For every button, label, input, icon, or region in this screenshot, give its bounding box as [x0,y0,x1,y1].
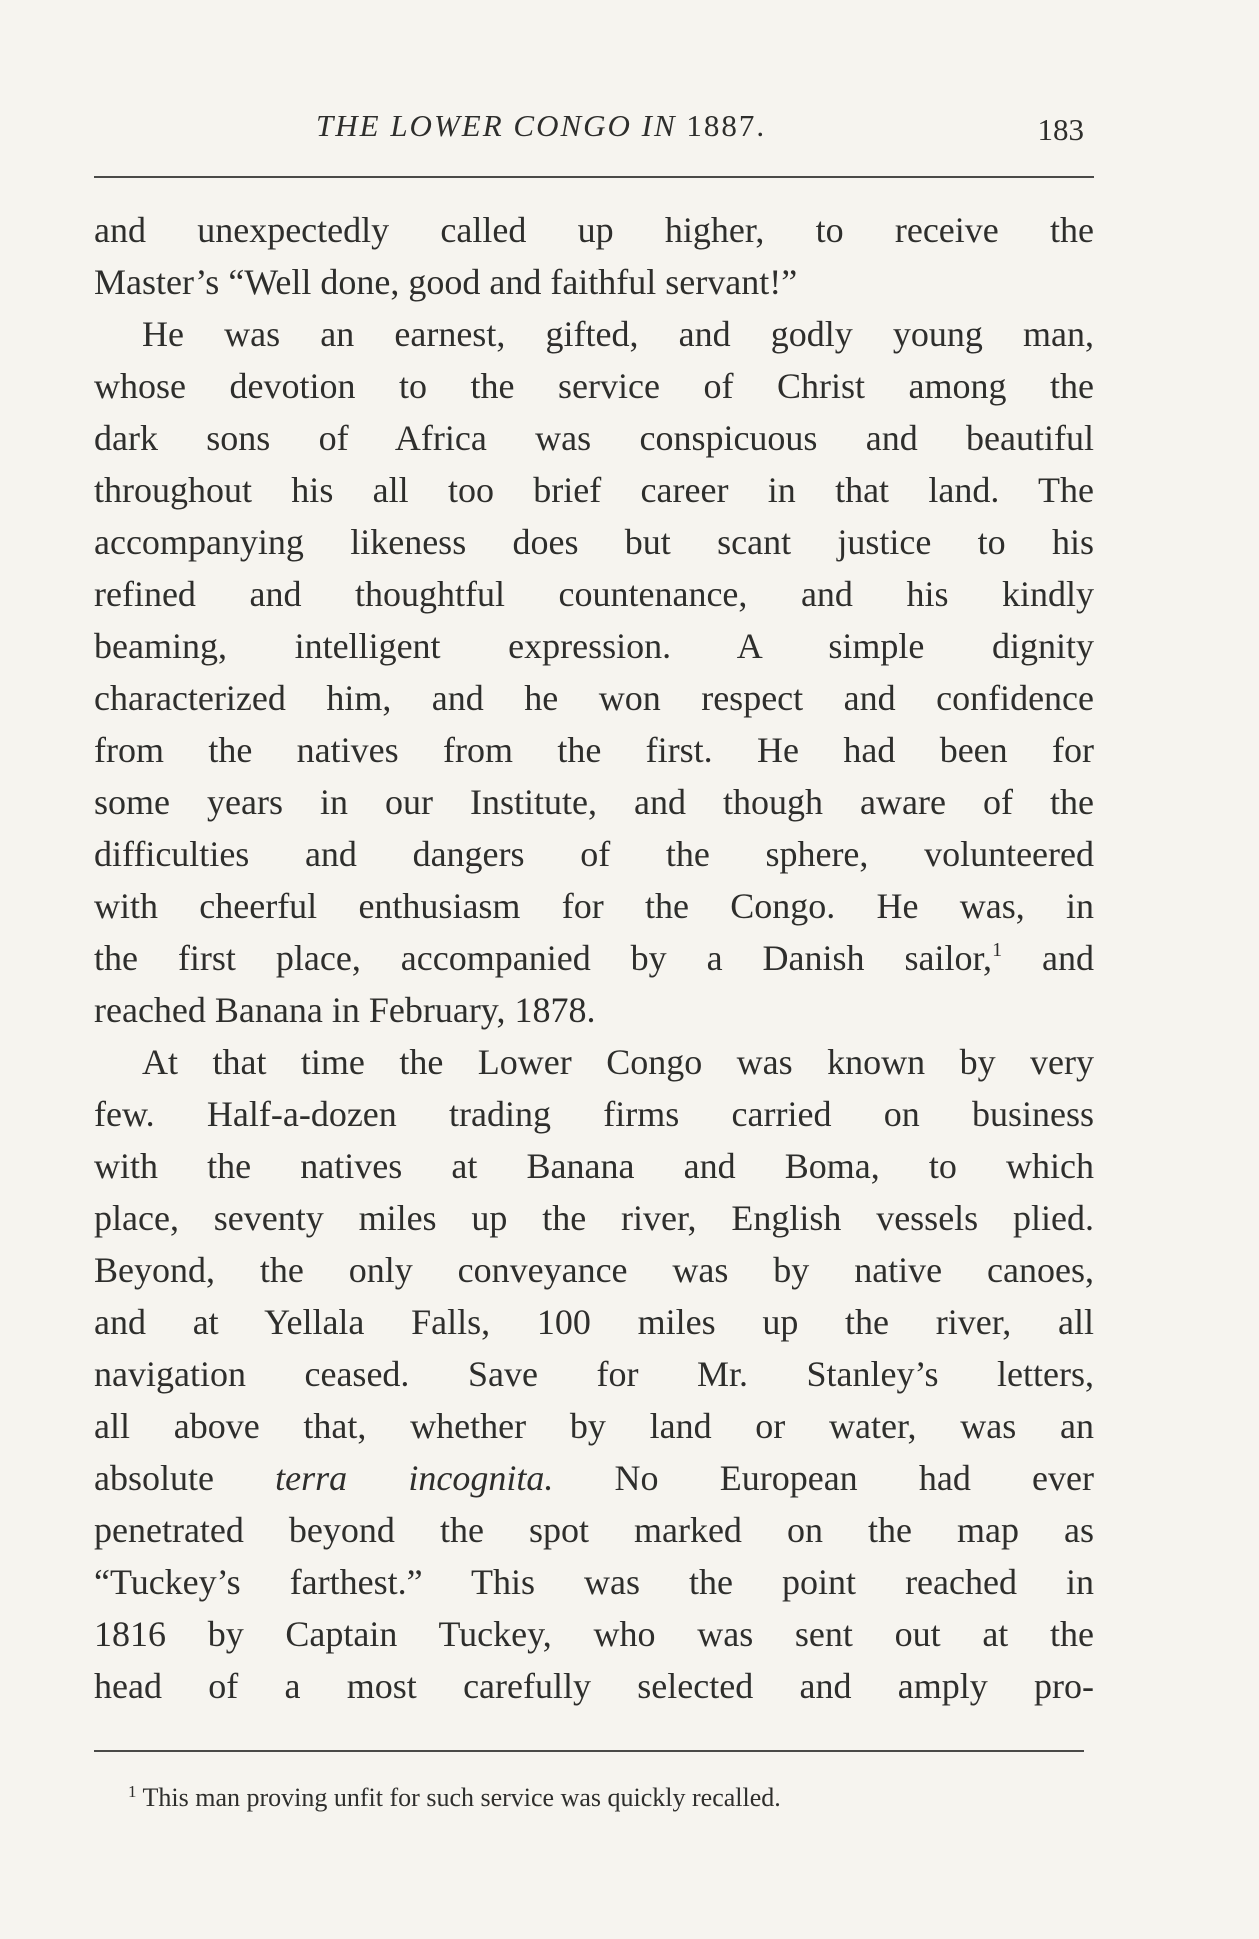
text-line: and at Yellala Falls, 100 miles up the river, all [94,1302,1094,1342]
header-rule [94,176,1094,178]
text-line-content: the first place, accompanied by a Danish sailor, [94,938,993,978]
italic-phrase: terra incognita. [275,1458,554,1498]
text-line: some years in our Institute, and though aware of the [94,782,1094,822]
text-segment: absolute [94,1458,276,1498]
text-line: At that time the Lower Congo was known by very [142,1042,1094,1082]
footnote-text: This man proving unfit for such service was quickly recalled. [136,1783,781,1812]
text-line: all above that, whether by land or water, was an [94,1406,1094,1446]
text-line: with the natives at Banana and Boma, to which [94,1146,1094,1186]
text-line: whose devotion to the service of Christ among the [94,366,1094,406]
text-line: penetrated beyond the spot marked on the map as [94,1510,1094,1550]
text-line: 1816 by Captain Tuckey, who was sent out at the [94,1614,1094,1654]
footnote-marker: 1 [128,1782,137,1801]
text-line: Master’s “Well done, good and faithful servant!” [94,262,798,302]
footnote-reference: 1 [992,939,1003,961]
text-line [94,932,1094,984]
text-line: He was an earnest, gifted, and godly young man, [142,314,1094,354]
text-line: characterized him, and he won respect and confidence [94,678,1094,718]
running-title-year: 1887. [686,108,767,143]
page-number: 183 [1037,112,1084,147]
text-line: beaming, intelligent expression. A simple dignity [94,626,1094,666]
text-line: from the natives from the first. He had been for [94,730,1094,770]
text-line: few. Half-a-dozen trading firms carried on business [94,1094,1094,1134]
text-line: refined and thoughtful countenance, and his kindly [94,574,1094,614]
text-line: navigation ceased. Save for Mr. Stanley’s letters, [94,1354,1094,1394]
running-title [316,108,766,144]
text-line: reached Banana in February, 1878. [94,990,596,1030]
text-line: head of a most carefully selected and amply pro- [94,1666,1094,1706]
text-line: accompanying likeness does but scant justice to his [94,522,1094,562]
text-line: with cheerful enthusiasm for the Congo. He was, in [94,886,1094,926]
text-line: dark sons of Africa was conspicuous and beautiful [94,418,1094,458]
text-segment: No European had ever [553,1458,1094,1498]
footnote [128,1783,781,1813]
text-line [94,1452,1094,1504]
text-line: and unexpectedly called up higher, to receive the [94,210,1094,250]
text-line: difficulties and dangers of the sphere, volunteered [94,834,1094,874]
text-line-tail: and [1002,938,1095,978]
text-line: throughout his all too brief career in that land. The [94,470,1094,510]
text-line: “Tuckey’s farthest.” This was the point reached in [94,1562,1094,1602]
text-line: Beyond, the only conveyance was by native canoes, [94,1250,1094,1290]
running-head [94,108,1094,158]
footnote-rule [94,1750,1084,1752]
running-title-text: THE LOWER CONGO IN [316,108,687,143]
text-line: place, seventy miles up the river, English vessels plied. [94,1198,1094,1238]
body-text [94,204,1094,1712]
